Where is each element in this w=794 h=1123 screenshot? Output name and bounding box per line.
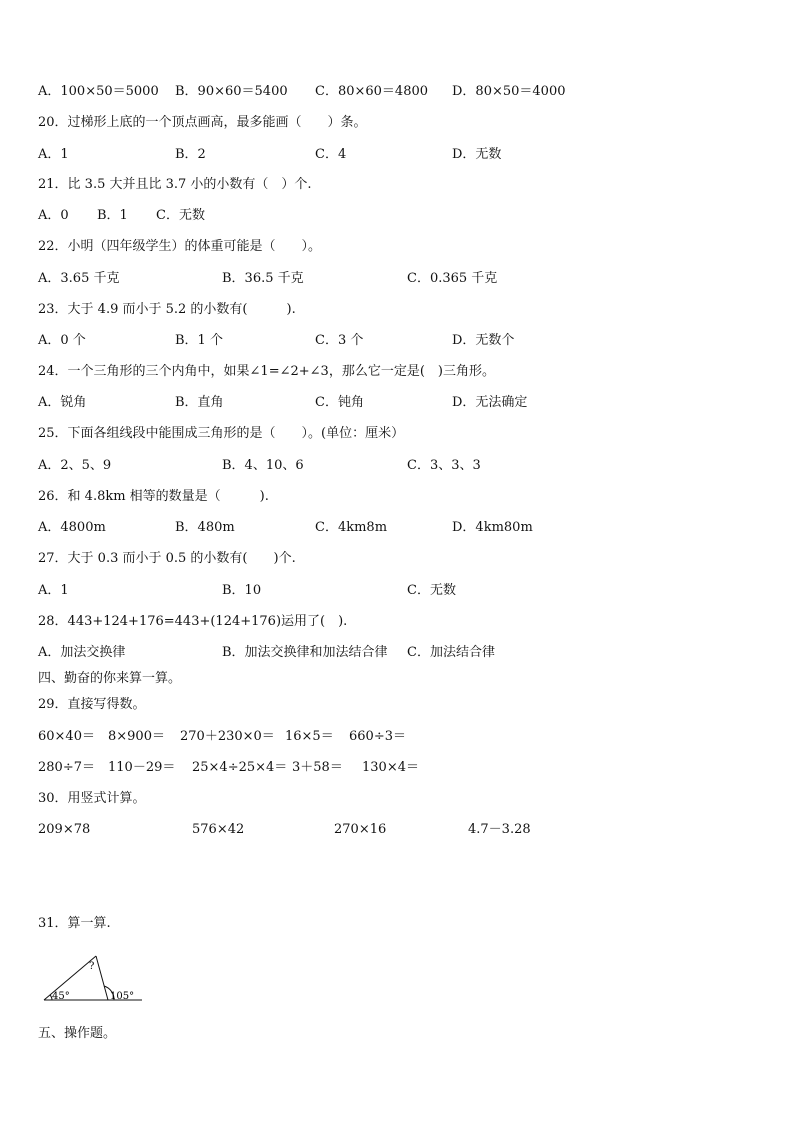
q28-stem: 28．443+124+176=443+(124+176)运用了( ).	[38, 614, 348, 629]
q29-item: 25×4÷25×4＝	[192, 760, 288, 775]
q29-item: 16×5＝	[285, 729, 334, 744]
q27-option-a: A．1	[38, 583, 69, 598]
q26-option-c: C．4km8m	[315, 520, 388, 535]
q19-options	[38, 84, 758, 100]
q29-item: 280÷7＝	[38, 760, 95, 775]
q28-option-b: B．加法交换律和加法结合律	[222, 645, 388, 660]
q31-stem: 31．算一算.	[38, 916, 111, 931]
q19-option-d: D．80×50＝4000	[452, 84, 566, 99]
q20-stem: 20．过梯形上底的一个顶点画高，最多能画（ ）条。	[38, 115, 367, 130]
q24-option-c: C．钝角	[315, 395, 364, 410]
q20-option-d: D．无数	[452, 147, 502, 162]
q27-stem: 27．大于 0.3 而小于 0.5 的小数有( )个.	[38, 551, 296, 566]
q27-option-b: B．10	[222, 583, 262, 598]
q29-row-1	[38, 729, 758, 745]
q21-option-a: A．0	[38, 208, 69, 223]
q29-stem: 29．直接写得数。	[38, 697, 146, 712]
q26-option-d: D．4km80m	[452, 520, 533, 535]
q25-option-a: A．2、5、9	[38, 458, 112, 473]
q24-option-d: D．无法确定	[452, 395, 528, 410]
q20-option-b: B．2	[175, 147, 206, 162]
q26-option-b: B．480m	[175, 520, 235, 535]
q29-item: 60×40＝	[38, 729, 95, 744]
q19-option-b: B．90×60＝5400	[175, 84, 288, 99]
q26-stem: 26．和 4.8km 相等的数量是（ ).	[38, 489, 269, 504]
q19-option-a: A．100×50＝5000	[38, 84, 159, 99]
q25-stem: 25．下面各组线段中能围成三角形的是（ ）。(单位：厘米）	[38, 426, 405, 441]
q27-options	[38, 583, 758, 599]
q30-item: 209×78	[38, 822, 91, 837]
q22-stem: 22．小明（四年级学生）的体重可能是（ ）。	[38, 239, 322, 254]
q29-item: 660÷3＝	[349, 729, 406, 744]
triangle-figure	[38, 950, 148, 1006]
q21-stem: 21．比 3.5 大并且比 3.7 小的小数有（ ）个.	[38, 177, 312, 192]
q24-stem: 24．一个三角形的三个内角中，如果∠1=∠2+∠3，那么它一定是( )三角形。	[38, 364, 495, 379]
q24-option-b: B．直角	[175, 395, 224, 410]
q19-option-c: C．80×60＝4800	[315, 84, 429, 99]
q23-option-a: A．0 个	[38, 333, 86, 348]
q22-options	[38, 271, 758, 287]
q21-option-b: B．1	[97, 208, 128, 223]
q29-item: 3＋58＝	[292, 760, 343, 775]
q26-option-a: A．4800m	[38, 520, 106, 535]
q25-options	[38, 458, 758, 474]
q29-row-2	[38, 760, 758, 776]
q25-option-c: C．3、3、3	[407, 458, 481, 473]
q21-options	[38, 208, 758, 224]
q27-option-c: C．无数	[407, 583, 456, 598]
q30-item: 270×16	[334, 822, 387, 837]
q30-items	[38, 822, 758, 838]
q30-stem: 30．用竖式计算。	[38, 791, 146, 806]
section-5-heading: 五、操作题。	[38, 1026, 117, 1041]
q23-option-c: C．3 个	[315, 333, 364, 348]
q22-option-a: A．3.65 千克	[38, 271, 120, 286]
q28-options	[38, 645, 758, 661]
section-4-heading: 四、勤奋的你来算一算。	[38, 671, 182, 686]
q23-option-b: B．1 个	[175, 333, 223, 348]
q28-option-c: C．加法结合律	[407, 645, 495, 660]
q21-option-c: C．无数	[156, 208, 205, 223]
unknown-angle-label: ?	[89, 961, 95, 972]
q23-options	[38, 333, 758, 349]
q22-option-b: B．36.5 千克	[222, 271, 304, 286]
q24-options	[38, 395, 758, 411]
triangle-right-side	[96, 956, 108, 1000]
angle-45-label: 45°	[52, 991, 70, 1002]
angle-105-label: 105°	[110, 991, 135, 1002]
q22-option-c: C．0.365 千克	[407, 271, 498, 286]
q20-options	[38, 147, 758, 163]
q23-option-d: D．无数个	[452, 333, 515, 348]
q30-item: 4.7－3.28	[468, 822, 531, 837]
q20-option-a: A．1	[38, 147, 69, 162]
q29-item: 110－29＝	[108, 760, 176, 775]
q30-item: 576×42	[192, 822, 245, 837]
q25-option-b: B．4、10、6	[222, 458, 304, 473]
q29-item: 270＋230×0＝	[180, 729, 275, 744]
q20-option-c: C．4	[315, 147, 347, 162]
q23-stem: 23．大于 4.9 而小于 5.2 的小数有( ).	[38, 302, 296, 317]
q24-option-a: A．锐角	[38, 395, 87, 410]
q29-item: 8×900＝	[108, 729, 165, 744]
q26-options	[38, 520, 758, 536]
q28-option-a: A．加法交换律	[38, 645, 126, 660]
q29-item: 130×4＝	[362, 760, 419, 775]
